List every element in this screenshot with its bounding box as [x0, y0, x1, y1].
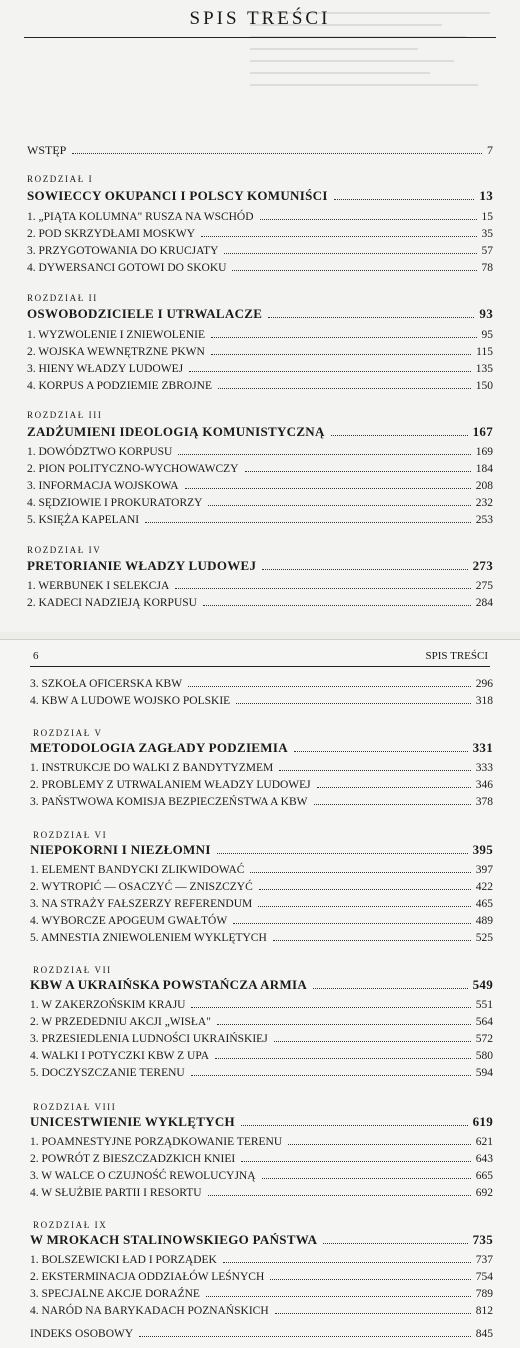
section-entry[interactable] — [30, 695, 493, 707]
chapter-page: 735 — [472, 1232, 493, 1247]
section-entry[interactable] — [30, 779, 493, 791]
leader-dots — [262, 569, 467, 570]
section-entry[interactable] — [30, 1254, 493, 1266]
toc-page-top — [0, 0, 520, 632]
toc-page-bottom — [0, 640, 520, 1348]
section-page: 665 — [475, 1170, 493, 1182]
section-entry[interactable] — [27, 580, 493, 592]
toc-intro[interactable] — [27, 143, 493, 158]
section-entry[interactable] — [30, 898, 493, 910]
section-title: 3. INFORMACJA WOJSKOWA — [27, 480, 179, 492]
leader-dots — [275, 1313, 471, 1314]
section-entry[interactable] — [30, 1067, 493, 1079]
section-page: 275 — [475, 580, 493, 592]
chapter-title: ZADŻUMIENI IDEOLOGIĄ KOMUNISTYCZNĄ — [27, 424, 325, 439]
section-title: 5. DOCZYSZCZANIE TERENU — [30, 1067, 185, 1079]
section-page: 184 — [475, 463, 493, 475]
section-page: 232 — [475, 497, 493, 509]
section-page: 594 — [475, 1067, 493, 1079]
chapter-heading[interactable] — [27, 306, 493, 322]
leader-dots — [203, 605, 471, 606]
leader-dots — [201, 236, 476, 237]
leader-dots — [223, 1262, 471, 1263]
section-title: 4. WYBORCZE APOGEUM GWAŁTÓW — [30, 915, 228, 927]
section-title: 2. WOJSKA WEWNĘTRZNE PKWN — [27, 346, 205, 358]
leader-dots — [189, 371, 471, 372]
section-entry[interactable] — [30, 864, 493, 876]
chapter-title: KBW A UKRAIŃSKA POWSTAŃCZA ARMIA — [30, 977, 308, 992]
leader-dots — [288, 1144, 471, 1145]
section-page: 465 — [475, 898, 493, 910]
section-page: 15 — [481, 211, 493, 223]
section-page: 525 — [475, 932, 493, 944]
section-title: 5. KSIĘŻA KAPELANI — [27, 514, 140, 526]
leader-dots — [250, 872, 470, 873]
section-entry[interactable] — [27, 463, 493, 475]
section-entry[interactable] — [30, 1050, 493, 1062]
leader-dots — [273, 940, 471, 941]
leader-dots — [334, 199, 475, 200]
leader-dots — [206, 1296, 471, 1297]
page-number: 6 — [33, 650, 39, 662]
section-entry[interactable] — [27, 262, 493, 274]
intro-label: WSTĘP — [27, 143, 67, 157]
chapter-heading[interactable] — [27, 424, 493, 440]
leader-dots — [72, 153, 482, 154]
chapter-page: 93 — [479, 306, 493, 321]
section-entry[interactable] — [27, 363, 493, 375]
section-page: 95 — [481, 329, 493, 341]
leader-dots — [245, 471, 471, 472]
chapter-heading[interactable] — [30, 740, 493, 756]
section-page: 580 — [475, 1050, 493, 1062]
section-title: 1. BOLSZEWICKI ŁAD I PORZĄDEK — [30, 1254, 217, 1266]
leader-dots — [313, 988, 467, 989]
chapter-page: 549 — [472, 977, 493, 992]
section-page: 253 — [475, 514, 493, 526]
section-entry[interactable] — [27, 211, 493, 223]
section-entry[interactable] — [30, 932, 493, 944]
section-title: 3. NA STRAŻY FAŁSZERZY REFERENDUM — [30, 898, 253, 910]
section-entry[interactable] — [30, 1016, 493, 1028]
section-entry[interactable] — [27, 329, 493, 341]
section-title: 1. W ZAKERZOŃSKIM KRAJU — [30, 999, 186, 1011]
section-title: 1. POAMNESTYJNE PORZĄDKOWANIE TERENU — [30, 1136, 283, 1148]
chapter-label: ROZDZIAŁ IX — [33, 1220, 108, 1230]
leader-dots — [188, 686, 471, 687]
chapter-heading[interactable] — [27, 558, 493, 574]
section-page: 346 — [475, 779, 493, 791]
chapter-page: 619 — [472, 1114, 493, 1129]
section-entry[interactable] — [27, 497, 493, 509]
chapter-page: 331 — [472, 740, 493, 755]
chapter-label: ROZDZIAŁ I — [27, 174, 94, 184]
section-page: 737 — [475, 1254, 493, 1266]
section-entry[interactable] — [27, 346, 493, 358]
section-entry[interactable] — [27, 514, 493, 526]
section-title: 4. KBW A LUDOWE WOJSKO POLSKIE — [30, 695, 231, 707]
section-page: 397 — [475, 864, 493, 876]
leader-dots — [218, 388, 471, 389]
leader-dots — [259, 889, 471, 890]
section-entry[interactable] — [27, 245, 493, 257]
section-title: 5. AMNESTIA ZNIEWOLENIEM WYKLĘTYCH — [30, 932, 267, 944]
section-page: 115 — [476, 346, 493, 358]
chapter-page: 167 — [472, 424, 493, 439]
chapter-heading[interactable] — [30, 1114, 493, 1130]
leader-dots — [258, 906, 471, 907]
chapter-heading[interactable] — [27, 188, 493, 204]
chapter-heading[interactable] — [30, 842, 493, 858]
section-page: 318 — [475, 695, 493, 707]
leader-dots — [323, 1243, 467, 1244]
leader-dots — [211, 337, 477, 338]
section-title: 3. PRZYGOTOWANIA DO KRUCJATY — [27, 245, 219, 257]
section-title: 2. KADECI NADZIEJĄ KORPUSU — [27, 597, 197, 609]
leader-dots — [260, 219, 477, 220]
section-title: 4. KORPUS A PODZIEMIE ZBROJNE — [27, 380, 212, 392]
index-page: 845 — [475, 1328, 493, 1340]
chapter-label: ROZDZIAŁ IV — [27, 545, 102, 555]
chapter-title: PRETORIANIE WŁADZY LUDOWEJ — [27, 558, 257, 573]
leader-dots — [270, 1279, 470, 1280]
section-title: 1. INSTRUKCJE DO WALKI Z BANDYTYZMEM — [30, 762, 274, 774]
section-page: 296 — [475, 678, 493, 690]
section-entry[interactable] — [30, 1033, 493, 1045]
chapter-label: ROZDZIAŁ VIII — [33, 1102, 117, 1112]
leader-dots — [217, 853, 468, 854]
section-entry[interactable] — [30, 1170, 493, 1182]
leader-dots — [314, 804, 471, 805]
chapter-label: ROZDZIAŁ VII — [33, 965, 112, 975]
chapter-page: 273 — [472, 558, 493, 573]
leader-dots — [331, 435, 468, 436]
leader-dots — [191, 1075, 471, 1076]
chapter-title: W MROKACH STALINOWSKIEGO PAŃSTWA — [30, 1232, 318, 1247]
leader-dots — [139, 1336, 471, 1337]
section-title: 4. NARÓD NA BARYKADACH POZNAŃSKICH — [30, 1305, 269, 1317]
section-entry[interactable] — [30, 1288, 493, 1300]
leader-dots — [208, 1195, 471, 1196]
section-entry[interactable] — [30, 762, 493, 774]
page-title: SPIS TREŚCI — [189, 8, 331, 29]
section-entry[interactable] — [30, 796, 493, 808]
chapter-title: OSWOBODZICIELE I UTRWALACZE — [27, 306, 263, 321]
section-title: 3. HIENY WŁADZY LUDOWEJ — [27, 363, 184, 375]
leader-dots — [279, 770, 471, 771]
section-title: 4. WALKI I POTYCZKI KBW Z UPA — [30, 1050, 209, 1062]
section-entry[interactable] — [30, 1305, 493, 1317]
chapter-heading[interactable] — [30, 977, 493, 993]
section-page: 643 — [475, 1153, 493, 1165]
section-page: 284 — [475, 597, 493, 609]
intro-page: 7 — [487, 143, 493, 157]
section-page: 422 — [475, 881, 493, 893]
section-title: 2. WYTROPIĆ — OSACZYĆ — ZNISZCZYĆ — [30, 881, 253, 893]
leader-dots — [145, 522, 471, 523]
leader-dots — [211, 354, 471, 355]
chapter-label: ROZDZIAŁ V — [33, 728, 103, 738]
section-title: 2. POD SKRZYDŁAMI MOSKWY — [27, 228, 196, 240]
section-title: 3. PRZESIEDLENIA LUDNOŚCI UKRAIŃSKIEJ — [30, 1033, 268, 1045]
leader-dots — [175, 588, 470, 589]
section-title: 1. DOWÓDZTWO KORPUSU — [27, 446, 173, 458]
chapter-title: NIEPOKORNI I NIEZŁOMNI — [30, 842, 211, 857]
section-title: 2. PION POLITYCZNO-WYCHOWAWCZY — [27, 463, 239, 475]
chapter-page: 395 — [472, 842, 493, 857]
chapter-label: ROZDZIAŁ II — [27, 293, 98, 303]
section-page: 169 — [475, 446, 493, 458]
section-entry[interactable] — [27, 446, 493, 458]
section-title: 3. SPECJALNE AKCJE DORAŹNE — [30, 1288, 200, 1300]
running-head: SPIS TREŚCI — [425, 650, 488, 662]
section-title: 1. „PIĄTA KOLUMNA" RUSZA NA WSCHÓD — [27, 211, 254, 223]
section-page: 564 — [475, 1016, 493, 1028]
section-page: 692 — [475, 1187, 493, 1199]
section-title: 2. PROBLEMY Z UTRWALANIEM WŁADZY LUDOWEJ — [30, 779, 311, 791]
section-page: 57 — [481, 245, 493, 257]
chapter-title: UNICESTWIENIE WYKLĘTYCH — [30, 1114, 235, 1129]
section-page: 78 — [481, 262, 493, 274]
title-rule — [24, 37, 496, 38]
leader-dots — [232, 270, 476, 271]
chapter-label: ROZDZIAŁ III — [27, 410, 103, 420]
section-title: 2. EKSTERMINACJA ODDZIAŁÓW LEŚNYCH — [30, 1271, 265, 1283]
chapter-label: ROZDZIAŁ VI — [33, 830, 108, 840]
section-entry[interactable] — [30, 881, 493, 893]
section-entry[interactable] — [27, 380, 493, 392]
leader-dots — [208, 505, 470, 506]
toc-index[interactable] — [30, 1328, 493, 1340]
section-title: 1. WYZWOLENIE I ZNIEWOLENIE — [27, 329, 205, 341]
leader-dots — [262, 1178, 471, 1179]
section-title: 2. POWRÓT Z BIESZCZADZKICH KNIEI — [30, 1153, 236, 1165]
chapter-title: SOWIECCY OKUPANCI I POLSCY KOMUNIŚCI — [27, 188, 328, 203]
section-title: 1. ELEMENT BANDYCKI ZLIKWIDOWAĆ — [30, 864, 245, 876]
section-title: 2. W PRZEDEDNIU AKCJI „WISŁA" — [30, 1016, 211, 1028]
leader-dots — [215, 1058, 471, 1059]
section-title: 4. SĘDZIOWIE I PROKURATORZY — [27, 497, 203, 509]
section-page: 378 — [475, 796, 493, 808]
section-page: 35 — [481, 228, 493, 240]
section-title: 4. DYWERSANCI GOTOWI DO SKOKU — [27, 262, 227, 274]
section-entry[interactable] — [27, 228, 493, 240]
leader-dots — [268, 317, 474, 318]
leader-dots — [274, 1041, 471, 1042]
section-entry[interactable] — [30, 915, 493, 927]
section-page: 572 — [475, 1033, 493, 1045]
leader-dots — [294, 751, 468, 752]
chapter-page: 13 — [479, 188, 493, 203]
section-entry[interactable] — [27, 480, 493, 492]
leader-dots — [241, 1161, 471, 1162]
section-page: 789 — [475, 1288, 493, 1300]
section-page: 812 — [475, 1305, 493, 1317]
header-rule — [30, 666, 490, 667]
section-entry[interactable] — [27, 597, 493, 609]
chapter-heading[interactable] — [30, 1232, 493, 1248]
section-page: 150 — [475, 380, 493, 392]
section-page: 333 — [475, 762, 493, 774]
leader-dots — [217, 1024, 471, 1025]
leader-dots — [191, 1007, 470, 1008]
leader-dots — [236, 703, 471, 704]
section-page: 135 — [475, 363, 493, 375]
section-page: 208 — [475, 480, 493, 492]
section-entry[interactable] — [30, 1153, 493, 1165]
leader-dots — [317, 787, 471, 788]
section-title: 4. W SŁUŻBIE PARTII I RESORTU — [30, 1187, 202, 1199]
section-title: 3. PAŃSTWOWA KOMISJA BEZPIECZEŃSTWA A KBW — [30, 796, 308, 808]
section-entry[interactable] — [30, 999, 493, 1011]
leader-dots — [224, 253, 476, 254]
section-entry[interactable] — [30, 1187, 493, 1199]
section-page: 489 — [475, 915, 493, 927]
chapter-title: METODOLOGIA ZAGŁADY PODZIEMIA — [30, 740, 288, 755]
leader-dots — [185, 488, 471, 489]
section-title: 3. SZKOŁA OFICERSKA KBW — [30, 678, 183, 690]
leader-dots — [241, 1125, 468, 1126]
leader-dots — [178, 454, 470, 455]
section-entry[interactable] — [30, 678, 493, 690]
section-page: 754 — [475, 1271, 493, 1283]
index-label: INDEKS OSOBOWY — [30, 1328, 134, 1340]
section-page: 551 — [475, 999, 493, 1011]
section-title: 1. WERBUNEK I SELEKCJA — [27, 580, 170, 592]
section-entry[interactable] — [30, 1136, 493, 1148]
section-title: 3. W WALCE O CZUJNOŚĆ REWOLUCYJNĄ — [30, 1170, 256, 1182]
section-page: 621 — [475, 1136, 493, 1148]
leader-dots — [233, 923, 471, 924]
section-entry[interactable] — [30, 1271, 493, 1283]
